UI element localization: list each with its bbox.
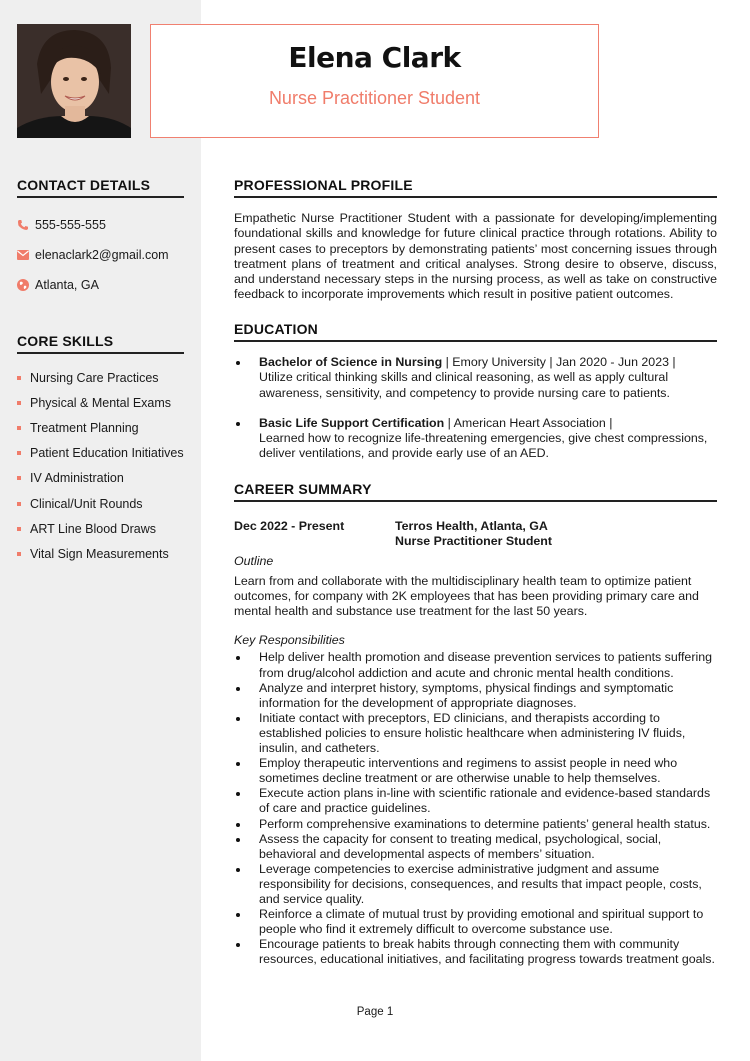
skill-label: IV Administration: [30, 471, 124, 486]
skill-label: Clinical/Unit Rounds: [30, 496, 143, 511]
bullet-square-icon: [17, 426, 21, 430]
education-section: [234, 321, 717, 462]
phone-icon: [17, 219, 35, 231]
outline-text: Learn from and collaborate with the multidisciplinary health team to optimize patient outcomes, for company with 2K employees that has been providing primary care and mental health and substance use treatment for the last 50 years.: [234, 573, 699, 619]
skill-label: Nursing Care Practices: [30, 370, 159, 385]
responsibility-text: Employ therapeutic interventions and regimens to assist people in need who sometimes decline treatment or are otherwise unable to help themselves.: [259, 756, 678, 786]
responsibility-text: Help deliver health promotion and disease prevention services to patients suffering from drug/alcohol addiction and acute and chronic mental health conditions.: [259, 650, 712, 680]
responsibility-text: Analyze and interpret history, symptoms, physical findings and symptomatic information for the development of appropriate diagnoses.: [259, 680, 674, 710]
bullet-icon: [236, 823, 240, 827]
education-item: [234, 416, 717, 462]
bullet-icon: [236, 838, 240, 842]
bullet-square-icon: [17, 451, 21, 455]
list-item: [17, 516, 184, 541]
list-item: [234, 817, 717, 832]
bullet-square-icon: [17, 476, 21, 480]
list-item: [234, 937, 717, 967]
list-item: [17, 466, 184, 491]
profile-section: [234, 177, 717, 303]
envelope-icon: [17, 250, 35, 260]
skill-label: ART Line Blood Draws: [30, 521, 156, 536]
bullet-square-icon: [17, 502, 21, 506]
list-item: [234, 832, 717, 862]
responsibilities-list: [234, 650, 717, 967]
list-item: [17, 365, 184, 390]
education-item: [234, 355, 717, 401]
profile-heading: PROFESSIONAL PROFILE: [234, 177, 717, 198]
list-item: [234, 862, 717, 907]
bullet-icon: [236, 422, 240, 426]
skills-heading: CORE SKILLS: [17, 333, 184, 354]
bullet-icon: [236, 762, 240, 766]
responsibility-text: Perform comprehensive examinations to determine patients’ general health status.: [259, 816, 711, 831]
contact-location-text: Atlanta, GA: [35, 278, 99, 292]
bullet-icon: [236, 717, 240, 721]
skill-label: Patient Education Initiatives: [30, 446, 184, 461]
list-item: [17, 541, 184, 566]
contact-phone: [17, 210, 184, 240]
contact-section: [17, 177, 184, 300]
bullet-icon: [236, 943, 240, 947]
list-item: [234, 786, 717, 816]
career-dates: Dec 2022 - Present: [234, 519, 345, 533]
list-item: [234, 907, 717, 937]
list-item: [234, 756, 717, 786]
responsibility-text: Leverage competencies to exercise administrative judgment and assume responsibility for decisions, consequences, and results that impact people, costs, and service quality.: [259, 861, 702, 906]
career-employer: Terros Health, Atlanta, GA: [395, 519, 548, 533]
globe-icon: [17, 279, 35, 291]
responsibility-text: Encourage patients to break habits through connecting them with community resources, educational initiatives, and facilitating progress towards treatment goals.: [259, 937, 715, 967]
education-details: | American Heart Association |: [444, 415, 613, 430]
bullet-icon: [236, 792, 240, 796]
list-item: [234, 650, 717, 680]
skills-section: [17, 333, 184, 567]
bullet-square-icon: [17, 552, 21, 556]
responsibility-text: Assess the capacity for consent to treating medical, psychological, social, behavioral and developmental aspects of members’ situation.: [259, 831, 662, 861]
skill-label: Treatment Planning: [30, 420, 139, 435]
career-heading: CAREER SUMMARY: [234, 481, 717, 502]
bullet-square-icon: [17, 376, 21, 380]
list-item: [17, 415, 184, 440]
list-item: [17, 441, 184, 466]
list-item: [234, 681, 717, 711]
page-number: Page 1: [356, 1006, 394, 1018]
skills-list: [17, 365, 184, 567]
education-description: Learned how to recognize life-threatening emergencies, give chest compressions, deliver ventilations, and provide early use of an AED.: [259, 431, 708, 461]
candidate-title: Nurse Practitioner Student: [268, 88, 481, 108]
contact-email: [17, 240, 184, 270]
bullet-icon: [236, 687, 240, 691]
education-description: Utilize critical thinking skills and clinical reasoning, as well as apply cultural awareness, sensitivity, and competency to provide nursing care to patients.: [259, 370, 670, 400]
candidate-name: Elena Clark: [288, 41, 461, 74]
responsibility-text: Initiate contact with preceptors, ED clinicians, and therapists according to established policies to ensure holistic healthcare when administering IV fluids, insulin, and catheters.: [259, 710, 686, 756]
education-title: Basic Life Support Certification: [259, 415, 445, 430]
list-item: [17, 491, 184, 516]
contact-heading: CONTACT DETAILS: [17, 177, 184, 198]
education-title: Bachelor of Science in Nursing: [259, 355, 443, 369]
bullet-icon: [236, 656, 240, 660]
profile-text: Empathetic Nurse Practitioner Student with a passionate for developing/implementing foundational skills and knowledge for future clinical practice through rotations. Ability to present cases to preceptors by demonstrating patients’ most concerning issues through treatment plans of treatment and critical analyses. Strong desire to observe, discuss, and understand necessary steps in the nursing process, as well as take on constructive feedback to incorporate improvements which result in positive patient outcomes.: [234, 211, 717, 302]
skill-label: Physical & Mental Exams: [30, 395, 172, 410]
contact-email-text: elenaclark2@gmail.com: [35, 248, 169, 262]
bullet-square-icon: [17, 401, 21, 405]
responsibility-text: Execute action plans in-line with scientific rationale and evidence-based standards of care and practice guidelines.: [259, 786, 711, 816]
education-heading: EDUCATION: [234, 321, 717, 342]
career-section: [234, 481, 717, 967]
outline-label: Outline: [234, 553, 274, 568]
name-header-box: [150, 24, 599, 138]
list-item: [17, 390, 184, 415]
responsibilities-label: Key Responsibilities: [234, 633, 345, 648]
responsibility-text: Reinforce a climate of mutual trust by providing emotional and spiritual support to people who find it extremely difficult to overcome substance use.: [259, 907, 704, 937]
list-item: [234, 711, 717, 756]
career-entry-header: [234, 519, 717, 550]
education-details: | Emory University | Jan 2020 - Jun 2023 |: [442, 355, 676, 369]
bullet-icon: [236, 913, 240, 917]
contact-phone-text: 555-555-555: [35, 218, 106, 232]
bullet-icon: [236, 868, 240, 872]
bullet-icon: [236, 361, 240, 365]
career-role: Nurse Practitioner Student: [395, 534, 552, 549]
bullet-square-icon: [17, 527, 21, 531]
skill-label: Vital Sign Measurements: [30, 546, 169, 561]
profile-photo: [17, 24, 131, 138]
contact-location: [17, 270, 184, 300]
